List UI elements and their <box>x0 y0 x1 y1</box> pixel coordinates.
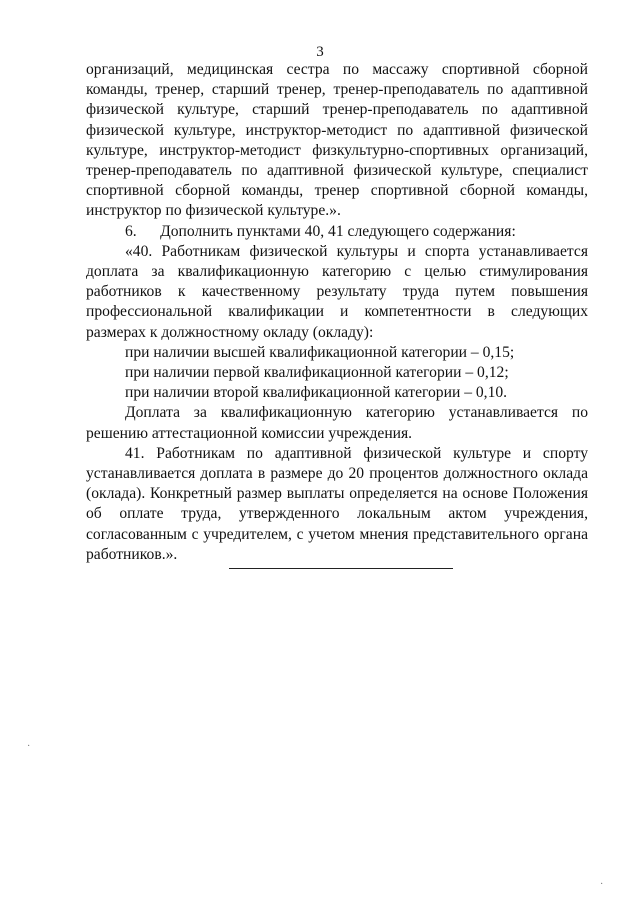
list-item-second-category: при наличии второй квалификационной категории – 0,10. <box>125 384 508 402</box>
paragraph-category-decision: Доплата за квалификационную категорию устанавливается по решению аттестационной комиссии учреждения. <box>86 404 588 442</box>
scan-speck: · <box>27 741 31 752</box>
page-number: 3 <box>316 44 324 60</box>
paragraph-continuation: организаций, медицинская сестра по массажу спортивной сборной команды, тренер, старший тренер, тренер-преподаватель по адаптивной физической культуре, старший тренер-преподаватель по адаптивной физической культуре, инструктор-методист по адаптивной физической культуре, инструктор-методист физкультурно-спортивных организаций, тренер-преподаватель по адаптивной физической культуре, специалист спортивной сборной команды, тренер спортивной сборной команды, инструктор по физической культуре.». <box>86 61 588 220</box>
closing-separator-line <box>229 568 453 569</box>
list-item-highest-category: при наличии высшей квалификационной категории – 0,15; <box>125 343 515 361</box>
scan-speck: · <box>600 879 604 890</box>
document-body <box>86 60 588 565</box>
list-item-first-category: при наличии первой квалификационной категории – 0,12; <box>125 364 509 382</box>
paragraph-clause-40: «40. Работникам физической культуры и спорта устанавливается доплата за квалификационную категорию с целью стимулирования работников к качественному результату труда путем повышения профессиональной квалификации и компетентности в следующих размерах к должностному окладу (окладу): <box>86 242 588 341</box>
paragraph-item-6: 6. Дополнить пунктами 40, 41 следующего содержания: <box>125 222 516 240</box>
paragraph-clause-41: 41. Работникам по адаптивной физической культуре и спорту устанавливается доплата в размере до 20 процентов должностного оклада (оклада). Конкретный размер выплаты определяется на основе Положения об оплате труда, утвержденного локальным актом учреждения, согласованным с учредителем, с учетом мнения представительного органа работников.». <box>86 444 588 563</box>
